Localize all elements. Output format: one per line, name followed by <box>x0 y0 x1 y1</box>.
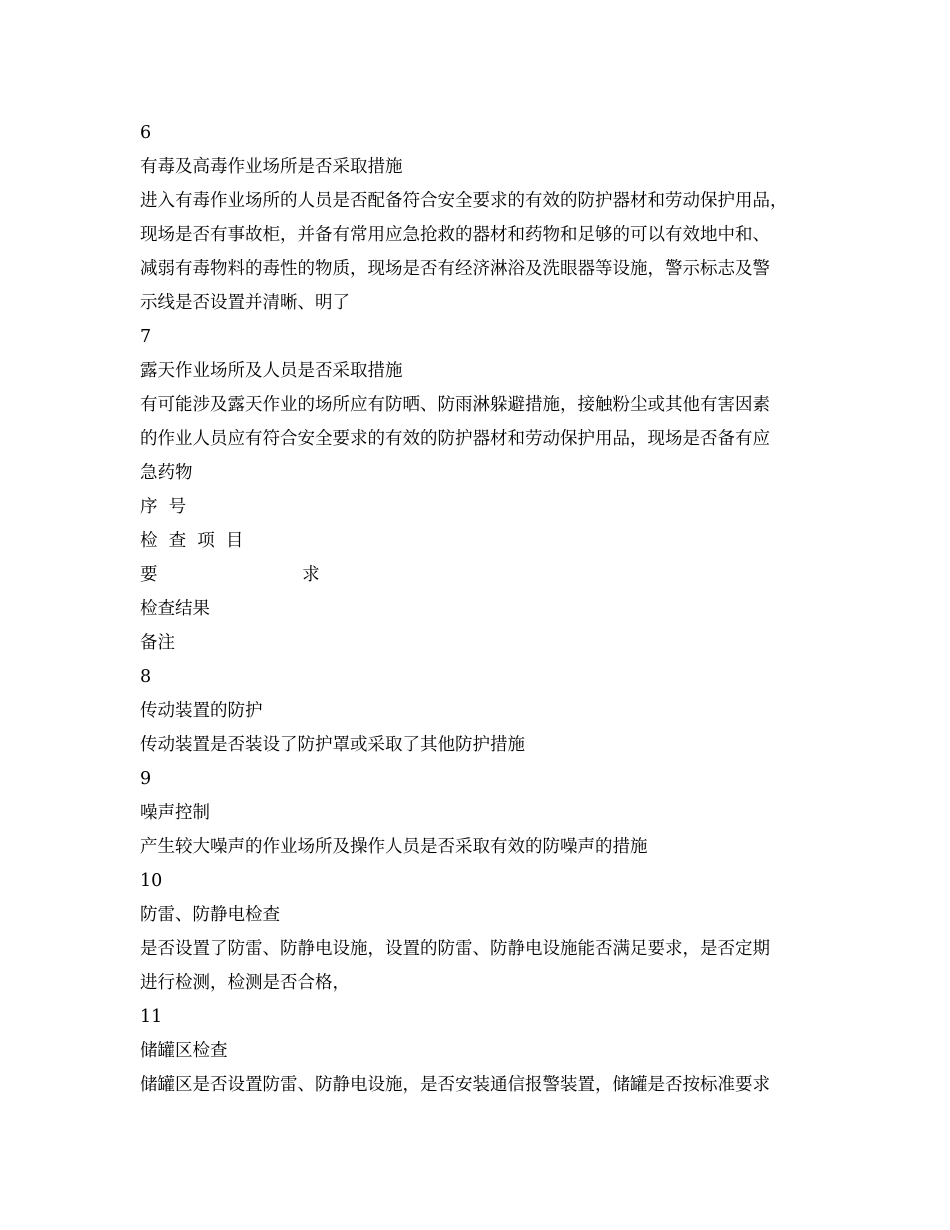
item-number-11: 11 <box>140 1007 163 1027</box>
table-header-serial-number: 序 号 <box>140 497 187 517</box>
item-title-outdoor-workplace: 露天作业场所及人员是否采取措施 <box>140 361 403 381</box>
document-body <box>140 116 830 1102</box>
item-requirement-line: 传动装置是否装设了防护罩或采取了其他防护措施 <box>140 735 525 755</box>
table-header-remarks: 备注 <box>140 633 175 653</box>
table-header-check-item: 检 查 项 目 <box>140 531 244 551</box>
item-title-noise-control: 噪声控制 <box>140 803 210 823</box>
item-requirement-line: 有可能涉及露天作业的场所应有防晒、防雨淋躲避措施，接触粉尘或其他有害因素 <box>140 395 770 415</box>
item-requirement-line: 示线是否设置并清晰、明了 <box>140 293 350 313</box>
item-title-toxic-workplace: 有毒及高毒作业场所是否采取措施 <box>140 157 403 177</box>
item-requirement-line: 急药物 <box>140 463 193 483</box>
item-number-9: 9 <box>140 769 152 789</box>
item-requirement-line: 的作业人员应有符合安全要求的有效的防护器材和劳动保护用品，现场是否备有应 <box>140 429 770 449</box>
item-requirement-line: 进行检测，检测是否合格， <box>140 973 350 993</box>
item-title-tank-area: 储罐区检查 <box>140 1041 228 1061</box>
table-header-requirement: 要 求 <box>140 565 320 585</box>
item-title-transmission-guard: 传动装置的防护 <box>140 701 263 721</box>
table-header-check-result: 检查结果 <box>140 599 210 619</box>
item-number-6: 6 <box>140 123 152 143</box>
item-title-lightning-static: 防雷、防静电检查 <box>140 905 280 925</box>
item-requirement-line: 储罐区是否设置防雷、防静电设施，是否安装通信报警装置，储罐是否按标准要求 <box>140 1075 770 1095</box>
item-requirement-line: 减弱有毒物料的毒性的物质，现场是否有经济淋浴及洗眼器等设施，警示标志及警 <box>140 259 770 279</box>
item-requirement-line: 是否设置了防雷、防静电设施，设置的防雷、防静电设施能否满足要求，是否定期 <box>140 939 770 959</box>
item-number-10: 10 <box>140 871 163 891</box>
item-number-8: 8 <box>140 667 152 687</box>
item-requirement-line: 产生较大噪声的作业场所及操作人员是否采取有效的防噪声的措施 <box>140 837 648 857</box>
item-requirement-line: 现场是否有事故柜，并备有常用应急抢救的器材和药物和足够的可以有效地中和、 <box>140 225 770 245</box>
item-requirement-line: 进入有毒作业场所的人员是否配备符合安全要求的有效的防护器材和劳动保护用品， <box>140 191 788 211</box>
item-number-7: 7 <box>140 327 152 347</box>
